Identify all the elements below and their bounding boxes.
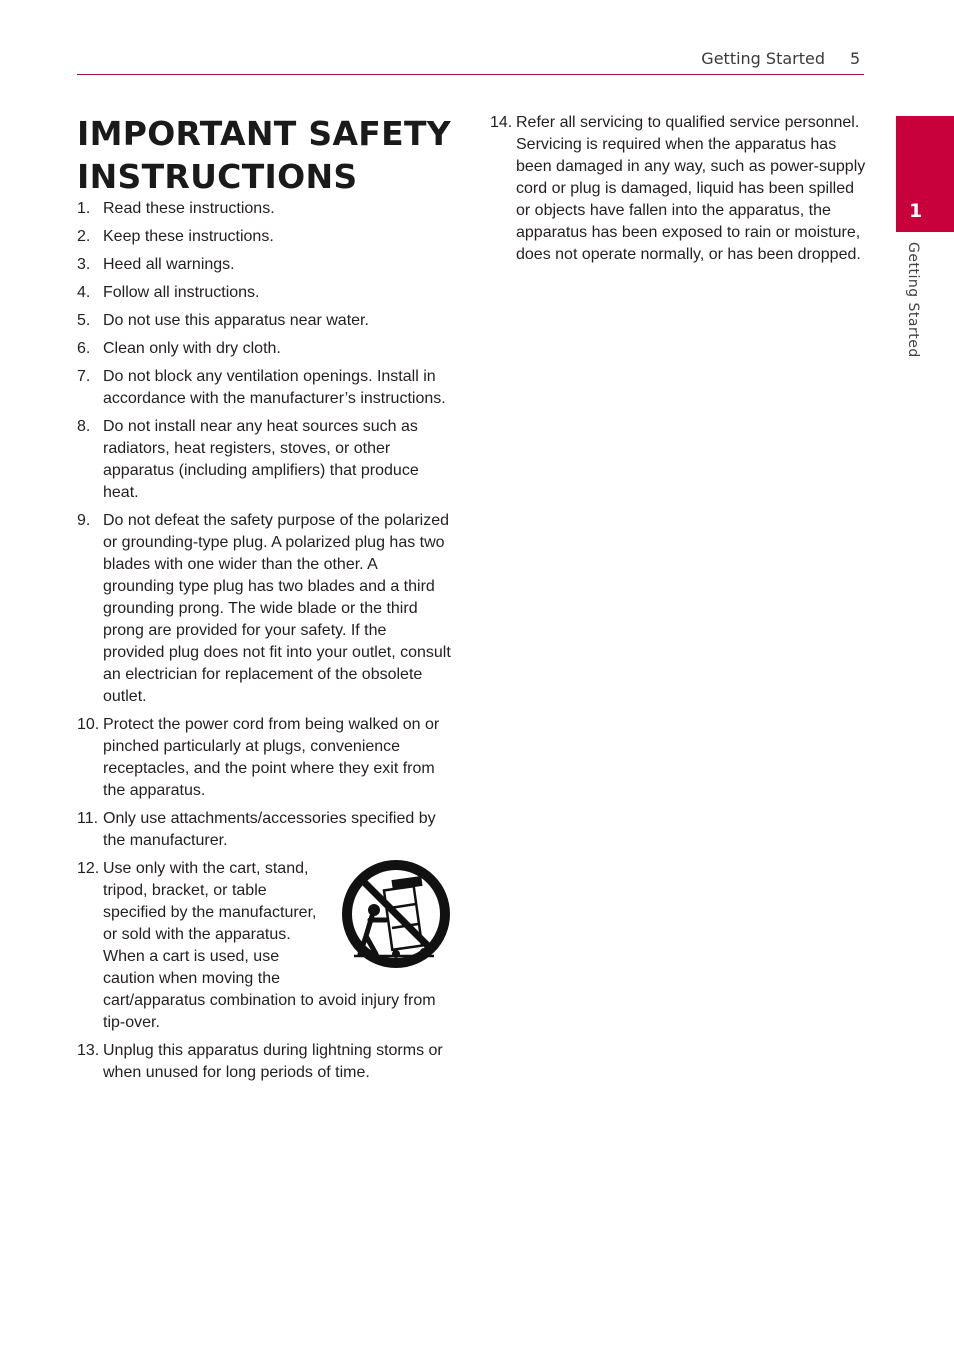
- instruction-number: 3.: [77, 256, 91, 273]
- instruction-number: 9.: [77, 512, 91, 529]
- instruction-item: [77, 254, 452, 276]
- header-rule: [77, 74, 864, 75]
- instruction-item: [77, 416, 452, 504]
- instruction-text: Protect the power cord from being walked on or pinched particularly at plugs, convenience receptacles, and the point where they exit from the apparatus.: [103, 716, 440, 799]
- instruction-number: 14.: [490, 114, 513, 131]
- instruction-text: Clean only with dry cloth.: [103, 340, 281, 357]
- instruction-number: 7.: [77, 368, 91, 385]
- page-title: IMPORTANT SAFETY INSTRUCTIONS: [77, 114, 451, 196]
- instruction-text: Unplug this apparatus during lightning storms or when unused for long periods of time.: [103, 1042, 443, 1081]
- instruction-item: [77, 858, 452, 1034]
- header-section-title: Getting Started: [701, 49, 825, 68]
- instruction-item: [77, 338, 452, 360]
- instruction-text: Read these instructions.: [103, 200, 275, 217]
- instruction-number: 4.: [77, 284, 91, 301]
- instruction-text: Keep these instructions.: [103, 228, 274, 245]
- instruction-item: [77, 198, 452, 220]
- instruction-text: Do not defeat the safety purpose of the polarized or grounding-type plug. A polarized plug has two blades with one wider than the other. A grounding type plug has two blades and a third grounding prong. The wide blade or the third prong are provided for your safety. If the provided plug does not fit into your outlet, consult an electrician for replacement of the obsolete outlet.: [103, 512, 451, 705]
- instruction-number: 8.: [77, 418, 91, 435]
- instruction-text: Do not install near any heat sources such as radiators, heat registers, stoves, or other apparatus (including amplifiers) that produce heat.: [103, 418, 419, 501]
- instruction-item: [77, 510, 452, 708]
- instruction-item: [490, 112, 868, 266]
- instruction-text: Follow all instructions.: [103, 284, 260, 301]
- instruction-number: 5.: [77, 312, 91, 329]
- instruction-item: [77, 1040, 452, 1084]
- instruction-text: Heed all warnings.: [103, 256, 235, 273]
- instruction-number: 1.: [77, 200, 91, 217]
- safety-instructions-list-left: [77, 198, 452, 1090]
- safety-instructions-list-right: [490, 112, 868, 272]
- chapter-side-label: Getting Started: [905, 242, 921, 358]
- instruction-item: [77, 310, 452, 332]
- instruction-item: [77, 714, 452, 802]
- instruction-number: 2.: [77, 228, 91, 245]
- instruction-text: Do not block any ventilation openings. Install in accordance with the manufacturer’s instructions.: [103, 368, 446, 407]
- chapter-number: 1: [909, 200, 923, 222]
- instruction-text: Use only with the cart, stand, tripod, bracket, or table specified by the manufacturer, or sold with the apparatus. When a cart is used, use caution when moving the cart/apparatus combination to avoid injury from tip-over.: [103, 860, 436, 1031]
- instruction-text: Only use attachments/accessories specified by the manufacturer.: [103, 810, 436, 849]
- instruction-number: 10.: [77, 716, 100, 733]
- instruction-number: 13.: [77, 1042, 100, 1059]
- instruction-number: 12.: [77, 860, 100, 877]
- chapter-side-tab: [896, 116, 954, 232]
- instruction-number: 11.: [77, 810, 99, 827]
- instruction-item: [77, 282, 452, 304]
- instruction-text: Do not use this apparatus near water.: [103, 312, 369, 329]
- instruction-item: [77, 808, 452, 852]
- cart-tip-over-warning-icon: [340, 858, 452, 970]
- instruction-item: [77, 226, 452, 248]
- instruction-item: [77, 366, 452, 410]
- instruction-text: Refer all servicing to qualified service personnel. Servicing is required when the apparatus has been damaged in any way, such as power-supply cord or plug is damaged, liquid has been spilled or objects have fallen into the apparatus, the apparatus has been exposed to rain or moisture, does not operate normally, or has been dropped.: [516, 114, 866, 263]
- instruction-number: 6.: [77, 340, 91, 357]
- header-page-number: 5: [850, 49, 861, 68]
